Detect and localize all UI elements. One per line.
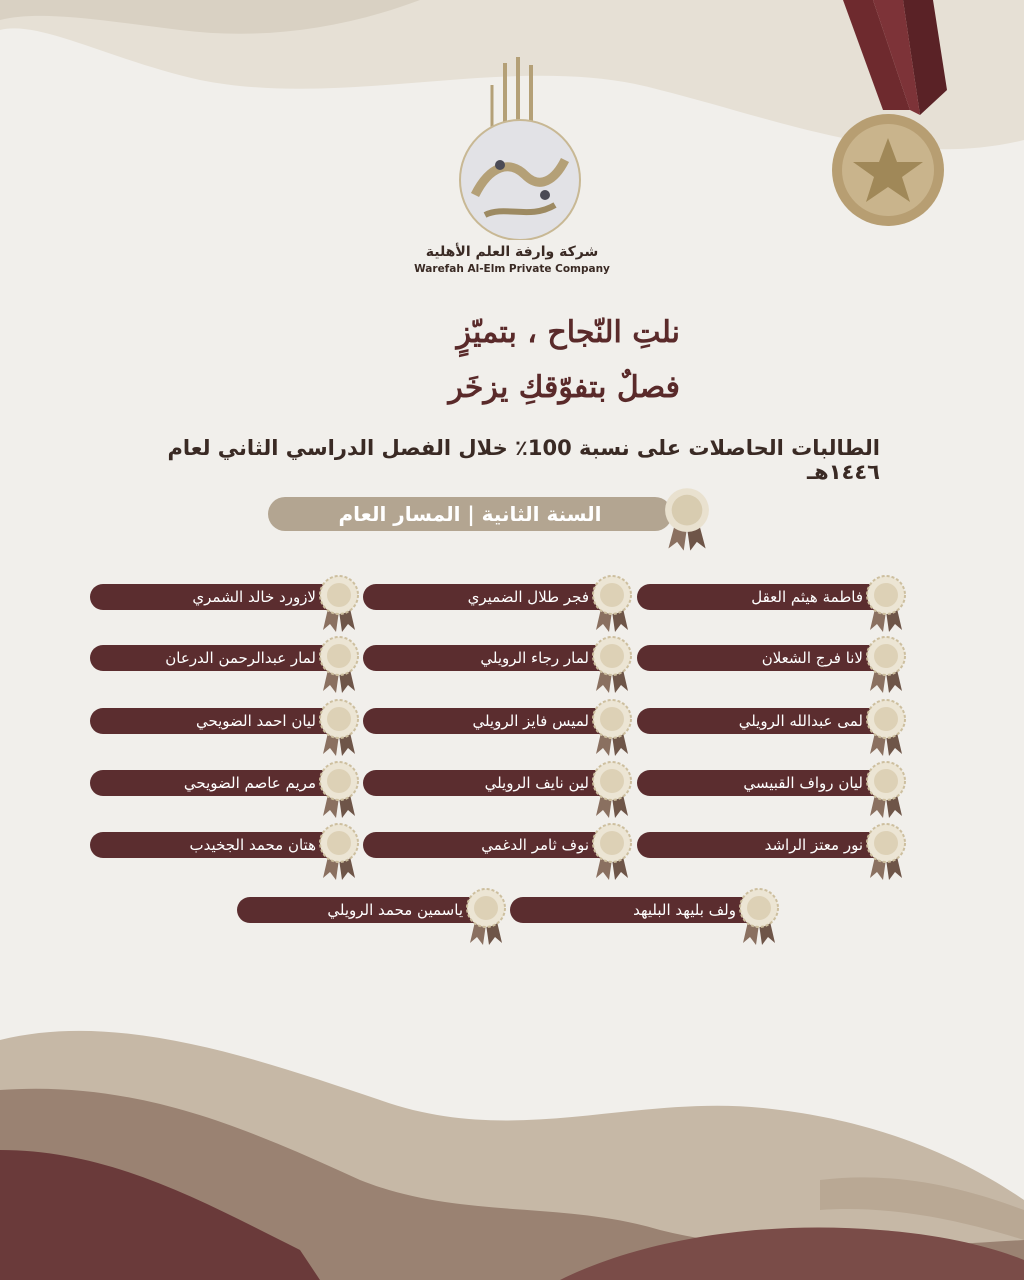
medal-icon: [825, 0, 950, 230]
section-banner-label: السنة الثانية | المسار العام: [338, 502, 602, 526]
award-rosette-icon: [865, 574, 907, 634]
award-rosette-icon: [865, 760, 907, 820]
student-name: مريم عاصم الضويحي: [183, 774, 316, 792]
student-name: لمار رجاء الرويلي: [480, 649, 589, 667]
student-name: نور معتز الراشد: [764, 836, 863, 854]
student-name: لين نايف الرويلي: [484, 774, 589, 792]
award-rosette-icon: [865, 698, 907, 758]
student-name: لمار عبدالرحمن الدرعان: [165, 649, 316, 667]
student-name: فجر طلال الضميري: [467, 588, 589, 606]
award-rosette-icon: [318, 822, 360, 882]
student-name: ليان احمد الضويحي: [195, 712, 316, 730]
student-name: نوف ثامر الدغمي: [481, 836, 589, 854]
award-rosette-icon: [865, 635, 907, 695]
headline-line-1: نلتِ النّجاح ، بتميّزٍ: [456, 315, 680, 350]
award-rosette-icon: [318, 698, 360, 758]
student-name: لمى عبدالله الرويلي: [738, 712, 863, 730]
subtitle: الطالبات الحاصلات على نسبة 100٪ خلال الفصل الدراسي الثاني لعام ١٤٤٦هـ: [167, 436, 880, 484]
student-name: لميس فايز الرويلي: [472, 712, 589, 730]
logo-emblem-icon: [430, 55, 610, 240]
student-name: لانا فرج الشعلان: [761, 649, 863, 667]
award-rosette-icon: [591, 760, 633, 820]
award-rosette-icon: [591, 635, 633, 695]
headline-line-2: فصلٌ بتفوّقكِ يزخَر: [448, 370, 680, 405]
award-rosette-icon: [465, 887, 507, 947]
award-rosette-icon: [591, 698, 633, 758]
award-rosette-icon: [318, 760, 360, 820]
award-rosette-icon: [318, 574, 360, 634]
student-name: هتان محمد الجخيدب: [189, 836, 316, 854]
award-rosette-icon: [318, 635, 360, 695]
award-rosette-icon: [738, 887, 780, 947]
student-name: ليان رواف القبيسي: [743, 774, 863, 792]
award-rosette-icon: [591, 822, 633, 882]
award-rosette-icon: [591, 574, 633, 634]
company-name-english: Warefah Al-Elm Private Company: [414, 263, 610, 275]
student-name: ياسمين محمد الرويلي: [327, 901, 463, 919]
student-name: ولف بليهد البليهد: [633, 901, 736, 919]
award-rosette-icon: [865, 822, 907, 882]
company-name-arabic: شركة وارفة العلم الأهلية: [425, 244, 599, 260]
student-name: لازورد خالد الشمري: [192, 588, 316, 606]
banner-rosette-icon: [664, 487, 710, 557]
student-name: فاطمة هيثم العقل: [751, 588, 863, 606]
